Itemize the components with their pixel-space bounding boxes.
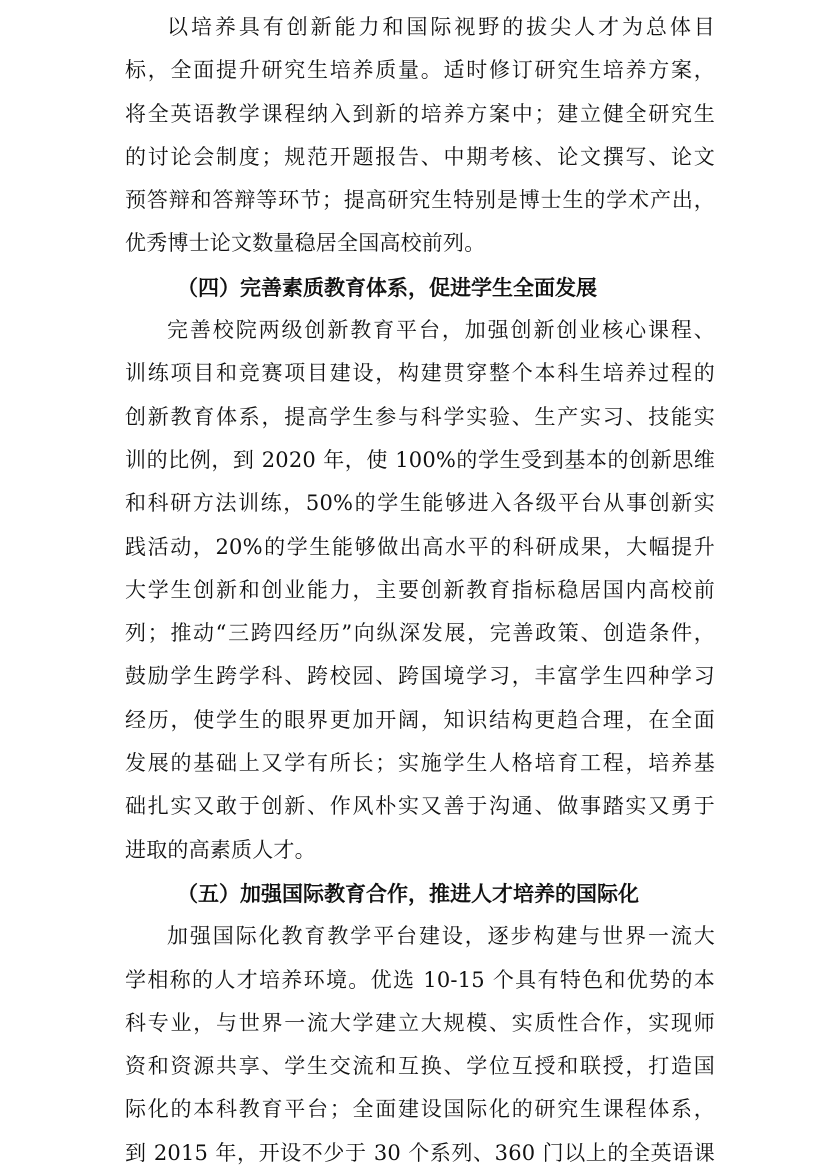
text-line: 经历，使学生的眼界更加开阔，知识结构更趋合理，在全面 <box>125 707 715 732</box>
text-line: 学相称的人才培养环境。优选 10-15 个具有特色和优势的本 <box>125 967 715 992</box>
text-line: 资和资源共享、学生交流和互换、学位互授和联授，打造国 <box>125 1054 715 1079</box>
text-line: 训练项目和竞赛项目建设，构建贯穿整个本科生培养过程的 <box>125 361 715 386</box>
text-line: 完善校院两级创新教育平台，加强创新创业核心课程、 <box>167 318 715 343</box>
text-line: 发展的基础上又学有所长；实施学生人格培育工程，培养基 <box>125 751 715 776</box>
text-line: 将全英语教学课程纳入到新的培养方案中；建立健全研究生 <box>125 101 715 126</box>
section-4-heading: （四）完善素质教育体系，促进学生全面发展 <box>177 274 597 300</box>
text-line: 标，全面提升研究生培养质量。适时修订研究生培养方案， <box>125 58 715 83</box>
text-line: 进取的高素质人才。 <box>125 837 316 862</box>
text-line: 优秀博士论文数量稳居全国高校前列。 <box>125 231 486 256</box>
text-line: 列；推动“三跨四经历”向纵深发展，完善政策、创造条件， <box>125 621 715 646</box>
text-line: 的讨论会制度；规范开题报告、中期考核、论文撰写、论文 <box>125 144 715 169</box>
text-line: 大学生创新和创业能力，主要创新教育指标稳居国内高校前 <box>125 577 715 602</box>
paragraph-quality-education <box>125 309 715 872</box>
document-page <box>125 6 715 1175</box>
paragraph-international-cooperation <box>125 915 715 1175</box>
text-line: 到 2015 年，开设不少于 30 个系列、360 门以上的全英语课 <box>125 1140 715 1165</box>
text-line: 加强国际化教育教学平台建设，逐步构建与世界一流大 <box>167 924 715 949</box>
text-line: 创新教育体系，提高学生参与科学实验、生产实习、技能实 <box>125 404 715 429</box>
paragraph-graduate-training <box>125 6 715 266</box>
text-line: 础扎实又敢于创新、作风朴实又善于沟通、做事踏实又勇于 <box>125 794 715 819</box>
text-line: 和科研方法训练，50%的学生能够进入各级平台从事创新实 <box>125 491 715 516</box>
text-line: 践活动，20%的学生能够做出高水平的科研成果，大幅提升 <box>125 534 715 559</box>
text-line: 科专业，与世界一流大学建立大规模、实质性合作，实现师 <box>125 1010 715 1035</box>
text-line: 鼓励学生跨学科、跨校园、跨国境学习，丰富学生四种学习 <box>125 664 715 689</box>
section-5-heading: （五）加强国际教育合作，推进人才培养的国际化 <box>177 880 639 906</box>
text-line: 训的比例，到 2020 年，使 100%的学生受到基本的创新思维 <box>125 447 715 472</box>
text-line: 际化的本科教育平台；全面建设国际化的研究生课程体系， <box>125 1097 715 1122</box>
text-line: 预答辩和答辩等环节；提高研究生特别是博士生的学术产出， <box>125 188 715 213</box>
text-line: 以培养具有创新能力和国际视野的拔尖人才为总体目 <box>167 15 715 39</box>
